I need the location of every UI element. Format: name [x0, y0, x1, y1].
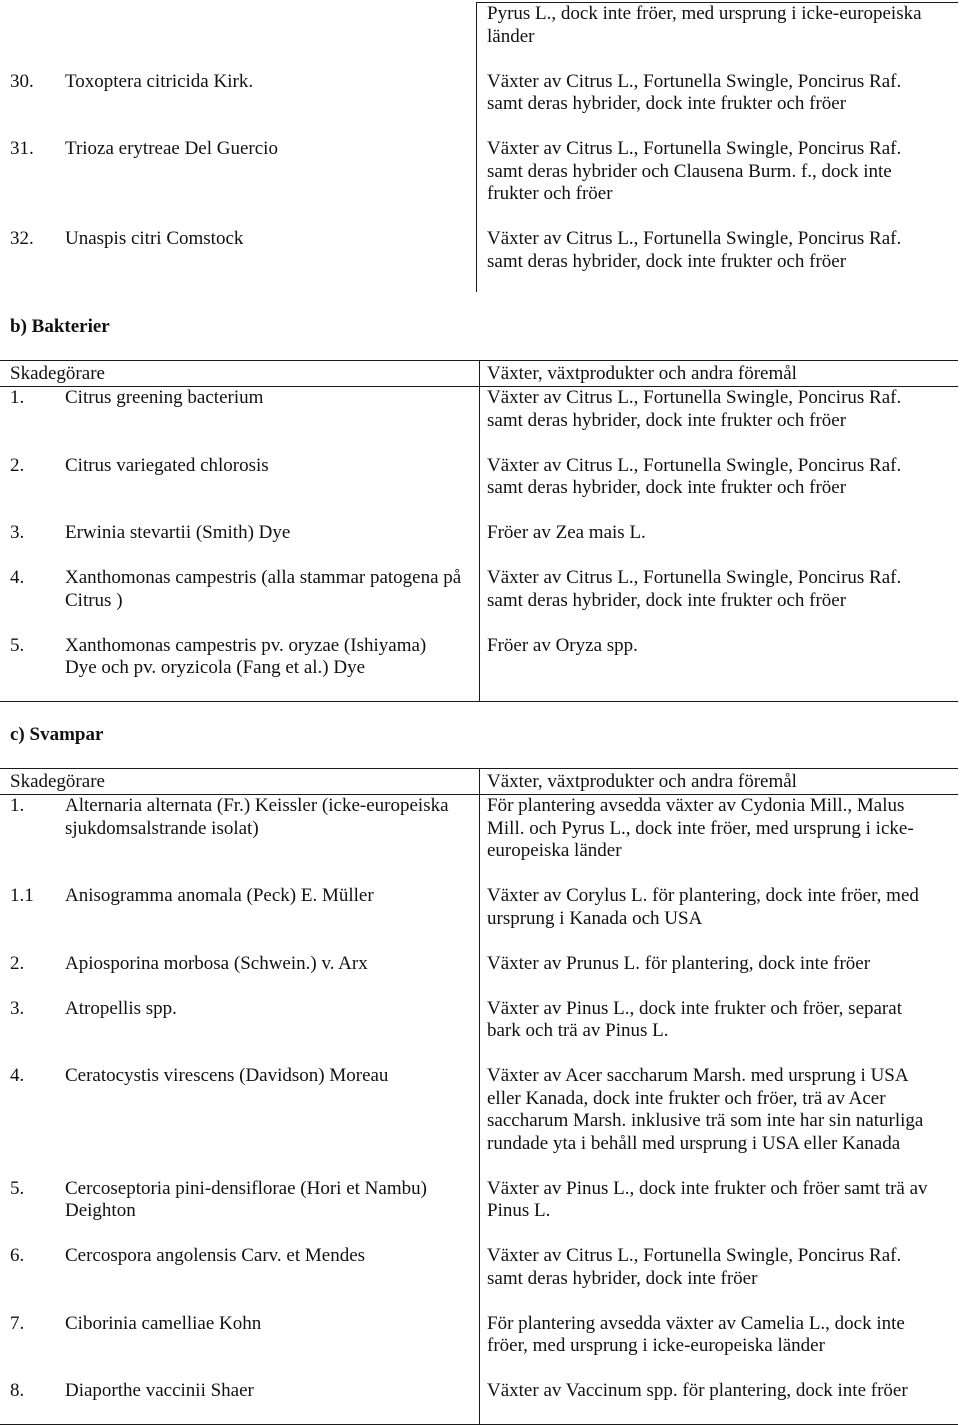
host-description-line: eller Kanada, dock inte frukter och fröer, trä av Acer [487, 1087, 886, 1109]
pest-name [65, 1245, 479, 1290]
pest-name-line: Toxoptera citricida Kirk. [65, 70, 254, 92]
pest-number: 32. [10, 228, 34, 249]
host-description-line: För plantering avsedda växter av Camelia L., dock inte [487, 1312, 905, 1334]
pest-number: 6. [10, 1245, 25, 1266]
pest-cell [0, 998, 479, 1043]
host-description-line: samt deras hybrider, dock inte frukter och fröer [487, 477, 847, 498]
pest-number: 3. [10, 522, 25, 543]
continued-table [0, 2, 958, 292]
column-divider [479, 769, 480, 1424]
pest-cell [0, 795, 479, 863]
pest-name [65, 1065, 479, 1155]
pest-name-line: Xanthomonas campestris pv. oryzae (Ishiyama) [65, 634, 427, 656]
host-description-line: frukter och fröer [487, 183, 613, 204]
host-cell [479, 387, 901, 432]
pest-cell [0, 1380, 479, 1403]
host-cell [479, 522, 646, 545]
host-description-line: Växter av Pinus L., dock inte frukter och fröer, separat [487, 997, 902, 1019]
pest-name [65, 953, 479, 976]
host-description-line: samt deras hybrider, dock inte frukter och fröer [487, 250, 847, 272]
pest-cell [0, 953, 479, 976]
pest-cell [0, 3, 479, 48]
host-description-line: samt deras hybrider, dock inte frukter och fröer [487, 589, 847, 611]
host-description-line: Fröer av Zea mais L. [487, 522, 646, 543]
pest-name-line: Anisogramma anomala (Peck) E. Müller [65, 885, 374, 906]
host-description-line: Växter av Citrus L., Fortunella Swingle, Poncirus Raf. [487, 387, 902, 408]
host-description-line: Växter av Corylus L. för plantering, dock inte fröer, med [487, 885, 919, 906]
host-description-line: samt deras hybrider och Clausena Burm. f., dock inte [487, 160, 892, 182]
pest-number: 3. [10, 997, 25, 1019]
pest-name-line: Cercospora angolensis Carv. et Mendes [65, 1245, 366, 1266]
host-cell [479, 953, 870, 976]
pest-cell [0, 1313, 479, 1358]
pest-name [65, 885, 479, 930]
table-row [0, 228, 958, 296]
host-cell [479, 998, 902, 1043]
pest-name-line: Xanthomonas campestris (alla stammar patogena på [65, 567, 462, 588]
pest-name-line: Citrus variegated chlorosis [65, 454, 269, 476]
pest-cell [0, 455, 479, 500]
pest-cell [0, 138, 479, 206]
table-top-rule [476, 2, 958, 3]
pest-cell [0, 387, 479, 432]
column-divider [476, 2, 477, 292]
pest-name [65, 522, 479, 545]
pest-name-line: Diaporthe vaccinii Shaer [65, 1380, 254, 1401]
pest-number: 1. [10, 387, 25, 408]
host-cell [479, 455, 901, 500]
header-hosts: Växter, växtprodukter och andra föremål [487, 771, 797, 792]
pest-number [0, 3, 65, 48]
pest-cell [0, 1245, 479, 1290]
pest-name-line: Deighton [65, 1200, 136, 1221]
pest-cell [0, 228, 479, 273]
host-description-line: Fröer av Oryza spp. [487, 634, 638, 656]
host-cell [479, 3, 922, 48]
pest-name [65, 387, 479, 432]
host-description-line: samt deras hybrider, dock inte frukter och fröer [487, 409, 847, 431]
host-cell [479, 567, 901, 612]
pest-cell [0, 635, 479, 680]
host-description-line: ursprung i Kanada och USA [487, 907, 703, 929]
pest-number: 4. [10, 567, 25, 588]
header-hosts: Växter, växtprodukter och andra föremål [487, 363, 797, 384]
pest-name [65, 1313, 479, 1358]
pest-number: 8. [10, 1380, 25, 1401]
pest-name [65, 228, 479, 273]
pest-number: 2. [10, 454, 25, 476]
pest-number: 5. [10, 1177, 25, 1199]
pest-name-line: Cercoseptoria pini-densiflorae (Hori et Nambu) [65, 1177, 427, 1199]
pest-name [65, 998, 479, 1043]
host-cell [479, 795, 914, 863]
host-cell [479, 1178, 928, 1223]
pest-number: 4. [10, 1065, 25, 1086]
pest-name [65, 795, 479, 863]
host-cell [479, 71, 901, 116]
host-description-line: fröer, med ursprung i icke-europeiska länder [487, 1335, 825, 1356]
pest-name-line: Erwinia stevartii (Smith) Dye [65, 522, 291, 543]
pest-number: 1. [10, 795, 25, 816]
pest-cell [0, 567, 479, 612]
header-pest: Skadegörare [10, 363, 105, 384]
pest-name-line: Ceratocystis virescens (Davidson) Moreau [65, 1065, 389, 1086]
host-description-line: Växter av Citrus L., Fortunella Swingle, Poncirus Raf. [487, 567, 902, 588]
pest-number: 2. [10, 952, 25, 974]
pest-name [65, 455, 479, 500]
pest-number: 31. [10, 138, 34, 159]
pest-name [65, 567, 479, 612]
host-cell [479, 1065, 923, 1155]
table-body [0, 2, 958, 296]
host-description-line: Växter av Citrus L., Fortunella Swingle, Poncirus Raf. [487, 1245, 902, 1266]
pest-name-line: sjukdomsalstrande isolat) [65, 817, 259, 839]
host-description-line: saccharum Marsh. inklusive trä som inte har sin naturliga [487, 1110, 924, 1131]
pest-number: 1.1 [10, 885, 34, 906]
pest-name-line: Apiosporina morbosa (Schwein.) v. Arx [65, 952, 368, 974]
host-description-line: rundade yta i behåll med ursprung i USA eller Kanada [487, 1132, 901, 1154]
header-pest: Skadegörare [10, 771, 105, 792]
pest-number: 5. [10, 634, 25, 656]
table-row [0, 138, 958, 228]
host-cell [479, 885, 919, 930]
pest-name [65, 635, 479, 680]
host-description-line: Pyrus L., dock inte fröer, med ursprung i icke-europeiska [487, 3, 922, 24]
host-description-line: Växter av Pinus L., dock inte frukter och fröer samt trä av [487, 1177, 928, 1199]
pest-cell [0, 522, 479, 545]
column-divider [479, 361, 480, 701]
host-description-line: Mill. och Pyrus L., dock inte fröer, med ursprung i icke- [487, 817, 914, 839]
host-description-line: samt deras hybrider, dock inte frukter och fröer [487, 93, 847, 114]
pest-number: 7. [10, 1312, 25, 1334]
host-description-line: Växter av Citrus L., Fortunella Swingle, Poncirus Raf. [487, 228, 902, 249]
host-description-line: Växter av Acer saccharum Marsh. med ursprung i USA [487, 1065, 909, 1086]
host-description-line: europeiska länder [487, 840, 622, 861]
table-row [0, 71, 958, 139]
pest-name-line: Dye och pv. oryzicola (Fang et al.) Dye [65, 657, 366, 678]
pest-name-line: Citrus ) [65, 589, 123, 611]
pest-name [65, 1380, 479, 1403]
pest-name [65, 71, 479, 116]
pest-cell [0, 71, 479, 116]
bacteria-table [0, 360, 958, 702]
pest-cell [0, 1065, 479, 1155]
host-description-line: Växter av Prunus L. för plantering, dock inte fröer [487, 952, 871, 974]
pest-name [65, 3, 479, 48]
pest-name-line: Citrus greening bacterium [65, 387, 264, 408]
host-cell [479, 1380, 908, 1403]
table-row [0, 3, 958, 71]
host-description-line: bark och trä av Pinus L. [487, 1020, 669, 1041]
host-cell [479, 1313, 905, 1358]
host-cell [479, 635, 638, 680]
section-heading-fungi: c) Svampar [10, 724, 104, 745]
pest-name-line: Alternaria alternata (Fr.) Keissler (icke-europeiska [65, 795, 449, 816]
pest-name-line: Ciborinia camelliae Kohn [65, 1312, 262, 1334]
host-description-line: Växter av Citrus L., Fortunella Swingle, Poncirus Raf. [487, 454, 902, 476]
pest-name [65, 138, 479, 206]
pest-cell [0, 1178, 479, 1223]
pest-cell [0, 885, 479, 930]
host-description-line: Växter av Citrus L., Fortunella Swingle, Poncirus Raf. [487, 70, 902, 92]
pest-number: 30. [10, 70, 34, 92]
host-cell [479, 1245, 901, 1290]
pest-name [65, 1178, 479, 1223]
section-heading-bacteria: b) Bakterier [10, 316, 110, 337]
host-description-line: Växter av Citrus L., Fortunella Swingle, Poncirus Raf. [487, 138, 902, 159]
pest-name-line: Atropellis spp. [65, 997, 177, 1019]
host-cell [479, 138, 901, 206]
host-description-line: samt deras hybrider, dock inte fröer [487, 1267, 758, 1289]
host-description-line: För plantering avsedda växter av Cydonia Mill., Malus [487, 795, 905, 816]
fungi-table [0, 768, 958, 1425]
host-description-line: Växter av Vaccinum spp. för plantering, dock inte fröer [487, 1380, 908, 1401]
pest-name-line: Unaspis citri Comstock [65, 228, 244, 249]
pest-name-line: Trioza erytreae Del Guercio [65, 138, 278, 159]
host-description-line: Pinus L. [487, 1200, 551, 1221]
host-cell [479, 228, 901, 273]
host-description-line: länder [487, 25, 535, 47]
